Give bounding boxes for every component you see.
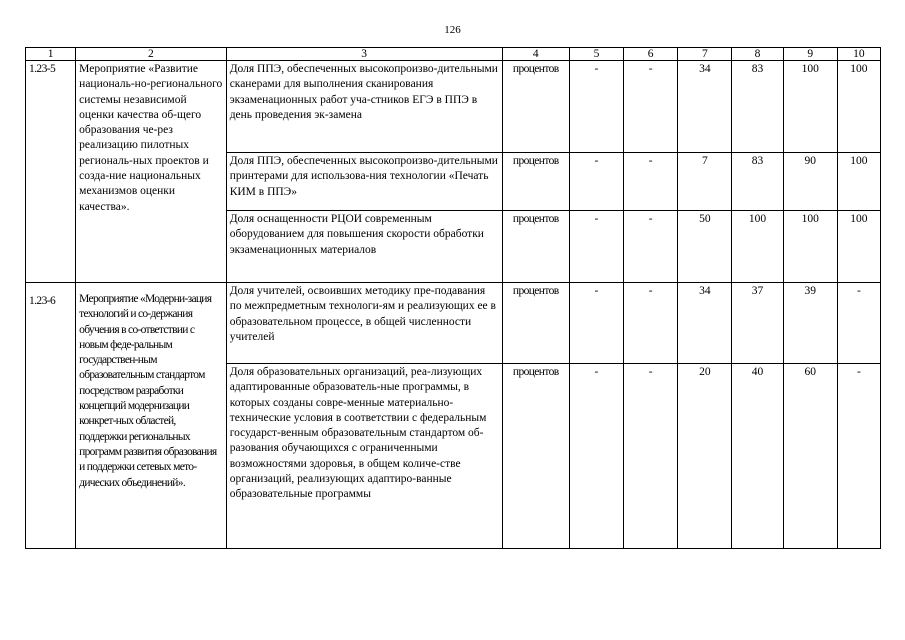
unit-cell: процентов [502, 153, 569, 211]
value-cell: 7 [678, 153, 732, 211]
value-cell: 40 [732, 364, 783, 549]
table-row [26, 283, 881, 364]
indicator-text: Доля образовательных организаций, реа-лизующих адаптированные образователь-ные программы, в которых созданы совре-менные материально-технические условия в соответствии с федеральным государст-венным образовательным стандартом об-разования обучающихся с ограниченными возможностями здоровья, в общем количе-стве организаций, реализующих адаптиро-ванные образовательные программы [226, 364, 502, 549]
column-header: 3 [226, 48, 502, 61]
unit-cell: процентов [502, 211, 569, 283]
indicator-text: Доля ППЭ, обеспеченных высокопроизво-дительными сканерами для выполнения сканирования экзаменационных работ уча-стников ЕГЭ в ППЭ в день проведения эк-замена [226, 61, 502, 153]
value-cell: 100 [783, 211, 837, 283]
value-cell: 34 [678, 283, 732, 364]
value-cell: 100 [783, 61, 837, 153]
unit-cell: процентов [502, 61, 569, 153]
value-cell: 60 [783, 364, 837, 549]
value-cell: 100 [837, 61, 880, 153]
value-cell: - [624, 364, 678, 549]
header-row [26, 48, 881, 61]
table-row [26, 61, 881, 153]
column-header: 4 [502, 48, 569, 61]
value-cell: - [569, 153, 623, 211]
value-cell: - [569, 211, 623, 283]
column-header: 6 [624, 48, 678, 61]
value-cell: 50 [678, 211, 732, 283]
value-cell: 100 [837, 153, 880, 211]
value-cell: 37 [732, 283, 783, 364]
value-cell: - [624, 61, 678, 153]
value-cell: - [569, 364, 623, 549]
value-cell: 83 [732, 153, 783, 211]
event-description: Мероприятие «Развитие националь-но-регионального системы независимой оценки качества об-щего образования че-рез реализацию пилотных региональ-ных проектов и созда-ние национальных механизмов оценки качества». [76, 61, 227, 283]
column-header: 10 [837, 48, 880, 61]
value-cell: 100 [837, 211, 880, 283]
value-cell: - [624, 153, 678, 211]
value-cell: - [837, 283, 880, 364]
column-header: 2 [76, 48, 227, 61]
indicators-table [25, 47, 881, 549]
value-cell: 90 [783, 153, 837, 211]
column-header: 9 [783, 48, 837, 61]
value-cell: - [624, 283, 678, 364]
event-description: Мероприятие «Модерни-зация технологий и со-держания обучения в со-ответствии с новым феде-ральным государствен-ным образовательным стандартом посредством разработки концепций модернизации конкрет-ных областей, поддержки региональных программ развития образования и поддержки сетевых мето-дических объединений». [76, 283, 227, 549]
value-cell: - [624, 211, 678, 283]
value-cell: - [569, 61, 623, 153]
unit-cell: процентов [502, 283, 569, 364]
value-cell: - [837, 364, 880, 549]
indicator-text: Доля учителей, освоивших методику пре-подавания по межпредметным технологи-ям и реализующих ее в образовательном процессе, в общей численности учителей [226, 283, 502, 364]
value-cell: 83 [732, 61, 783, 153]
unit-cell: процентов [502, 364, 569, 549]
value-cell: - [569, 283, 623, 364]
indicator-text: Доля ППЭ, обеспеченных высокопроизво-дительными принтерами для использова-ния технологии «Печать КИМ в ППЭ» [226, 153, 502, 211]
row-code: 1.23-6 [26, 283, 76, 549]
value-cell: 34 [678, 61, 732, 153]
value-cell: 20 [678, 364, 732, 549]
value-cell: 100 [732, 211, 783, 283]
row-code: 1.23-5 [26, 61, 76, 283]
column-header: 5 [569, 48, 623, 61]
column-header: 8 [732, 48, 783, 61]
column-header: 7 [678, 48, 732, 61]
indicator-text: Доля оснащенности РЦОИ современным оборудованием для повышения скорости обработки экзаменационных материалов [226, 211, 502, 283]
column-header: 1 [26, 48, 76, 61]
value-cell: 39 [783, 283, 837, 364]
page-number: 126 [444, 24, 461, 36]
